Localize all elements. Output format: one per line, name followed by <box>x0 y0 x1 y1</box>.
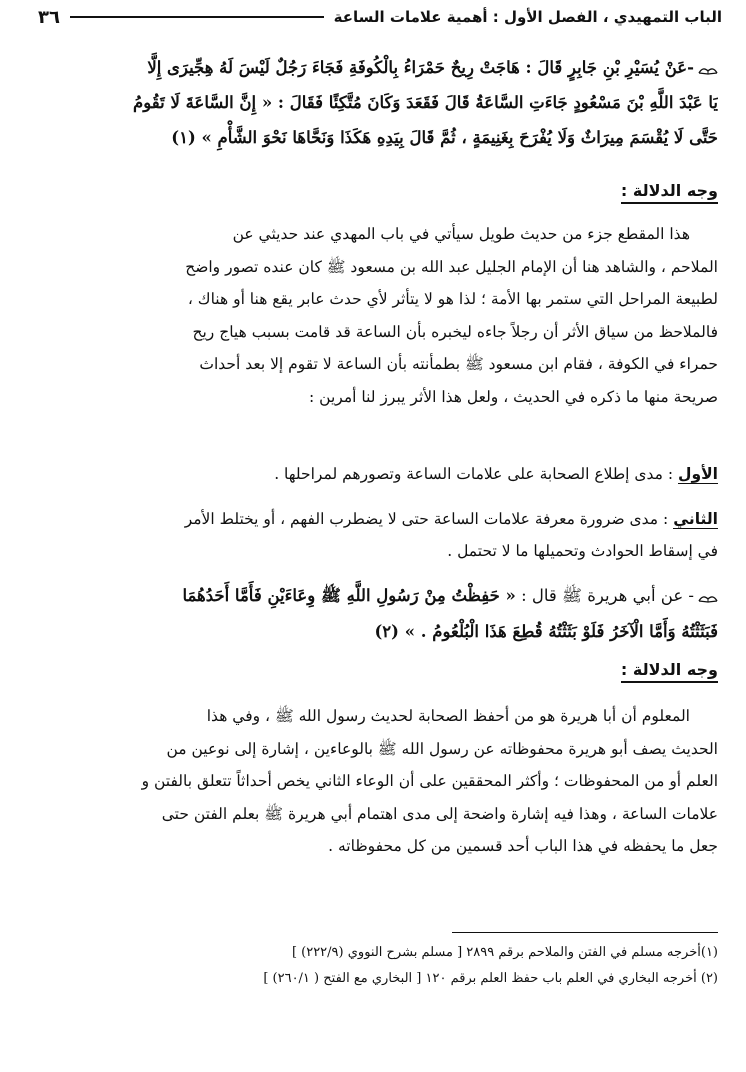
paragraph-line: جعل ما يحفظه في هذا الباب أحد قسمين من كل محفوظاته . <box>328 837 718 855</box>
paragraph-line: الحديث يصف أبو هريرة محفوظاته عن رسول الله ﷺ بالوعاءين ، إشارة إلى نوعين من <box>166 739 718 758</box>
section-heading: وجه الدلالة : <box>621 660 718 683</box>
footnote-divider <box>452 932 718 933</box>
hadith-1-line: -عَنْ يُسَيْرِ بْنِ جَابِرٍ قَالَ : هَاجَتْ رِيحٌ حَمْرَاءُ بِالْكُوفَةِ فَجَاءَ رَجُلٌ لَيْسَ لَهُ هِجِّيرَى إِلَّا <box>42 50 718 85</box>
footnote: (٢) أخرجه البخاري في العلم باب حفظ العلم برقم ١٢٠ [ البخاري مع الفتح ( ٢٦٠/١) ] <box>263 971 718 986</box>
point-label: الثاني <box>673 510 718 528</box>
page-header <box>38 4 722 30</box>
hadith-2-line: فَبَثَثْتُهُ وَأَمَّا الْآخَرُ فَلَوْ بَثَثْتُهُ قُطِعَ هَذَا الْبُلْعُومُ . » (٢) <box>374 622 718 641</box>
paragraph-line: صريحة منها ما ذكره في الحديث ، ولعل هذا الأثر يبرز لنا أمرين : <box>309 387 718 406</box>
footnotes <box>42 940 718 992</box>
paragraph-line: المعلوم أن أبا هريرة هو من أحفظ الصحابة لحديث رسول الله ﷺ ، وفي هذا <box>206 707 690 725</box>
book-icon <box>698 63 718 75</box>
section-1-paragraph <box>42 218 718 413</box>
paragraph-line: لطبيعة المراحل التي ستمر بها الأمة ؛ لذا هو لا يتأثر لأي حدث عابر يقع هنا أو هناك ، <box>187 290 718 308</box>
running-title: الباب التمهيدي ، الفصل الأول : أهمية علامات الساعة <box>333 8 722 26</box>
paragraph-line: الملاحم ، والشاهد هنا أن الإمام الجليل عبد الله بن مسعود ﷺ كان عنده تصور واضح <box>185 257 718 276</box>
footnote: (١)أخرجه مسلم في الفتن والملاحم برقم ٢٨٩٩ [ مسلم بشرح النووي (٢٢٢/٩) ] <box>291 945 718 960</box>
point-text: : مدى إطلاع الصحابة على علامات الساعة وتصورهم لمراحلها . <box>274 465 674 483</box>
section-2-paragraph <box>42 700 718 863</box>
hadith-1-line: يَا عَبْدَ اللَّهِ بْنَ مَسْعُودٍ جَاءَتِ السَّاعَةُ قَالَ فَقَعَدَ وَكَانَ مُتَّكِئًا فَقَالَ : « إِنَّ السَّاعَةَ لَا تَقُومُ <box>133 93 718 112</box>
hadith-1 <box>42 50 718 155</box>
point-text: : مدى ضرورة معرفة علامات الساعة حتى لا يضطرب الفهم ، أو يختلط الأمر <box>184 510 669 528</box>
paragraph-line: فالملاحظ من سياق الأثر أن رجلاً جاءه ليخبره بأن الساعة قد قامت بسبب هياج ريح <box>192 322 718 341</box>
hadith-2 <box>42 578 718 650</box>
paragraph-line: هذا المقطع جزء من حديث طويل سيأتي في باب المهدي عند حديثي عن <box>232 225 690 243</box>
point-label: الأول <box>678 465 718 483</box>
hadith-1-line: حَتَّى لَا يُقْسَمَ مِيرَاثٌ وَلَا يُفْرَحَ بِغَنِيمَةٍ ، ثُمَّ قَالَ بِيَدِهِ هَكَذَا وَنَحَّاهَا نَحْوَ الشَّأْمِ » (١) <box>171 128 718 147</box>
point-first <box>42 458 718 490</box>
section-heading: وجه الدلالة : <box>621 181 718 204</box>
point-second <box>42 503 718 567</box>
page-number: ٣٦ <box>38 6 60 28</box>
paragraph-line: حمراء في الكوفة ، فقام ابن مسعود ﷺ بطمأنته بأن الساعة لا تقوم إلا بعد أحداث <box>199 355 718 373</box>
paragraph-line: علامات الساعة ، وهذا فيه إشارة واضحة إلى مدى اهتمام أبي هريرة ﷺ بعلم الفتن حتى <box>161 804 718 823</box>
header-rule <box>70 16 324 18</box>
point-text-continued: في إسقاط الحوادث وتحميلها ما لا تحتمل . <box>447 542 718 560</box>
paragraph-line: العلم أو من المحفوظات ؛ وأكثر المحققين على أن الوعاء الثاني يخص أحداثاً تتعلق بالفتن و <box>141 772 718 790</box>
hadith-2-line: - عن أبي هريرة ﷺ قال : « حَفِظْتُ مِنْ رَسُولِ اللَّهِ ﷺ وِعَاءَيْنِ فَأَمَّا أَحَدُهُمَا <box>42 578 718 614</box>
book-icon <box>698 591 718 603</box>
hadith-2-quote: « حَفِظْتُ مِنْ رَسُولِ اللَّهِ ﷺ وِعَاءَيْنِ فَأَمَّا أَحَدُهُمَا <box>182 586 516 605</box>
